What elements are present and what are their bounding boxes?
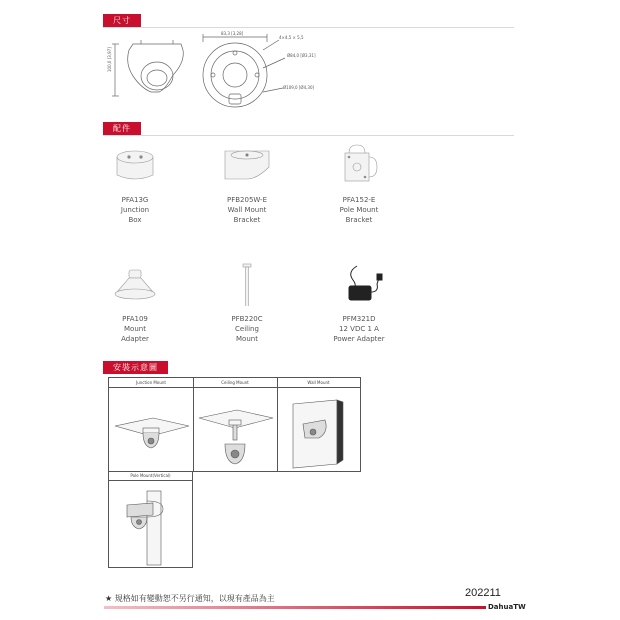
wall-mount-illustration	[277, 388, 361, 472]
ceiling-mount-illustration	[193, 388, 277, 472]
document-code: 202211	[465, 587, 501, 599]
section-label-accessories: 配件	[103, 122, 141, 135]
accessory-item	[202, 262, 292, 344]
installation-title: Pole Mount(Vertical)	[109, 471, 192, 481]
accessory-model: PFA152-E	[342, 196, 376, 204]
installation-grid	[108, 377, 361, 478]
wall-mount-icon	[207, 143, 287, 187]
brand-label: DahuaTW	[488, 603, 526, 611]
outer-diameter-label: Ø109,0 [Ø4,30]	[283, 85, 315, 90]
height-dimension-label: 100,0 [3,97]	[107, 47, 112, 72]
installation-title: Ceiling Mount	[193, 378, 277, 388]
accessory-item	[314, 262, 404, 344]
mount-adapter-icon	[95, 262, 175, 306]
holes-dimension-label: 4×4,5 × 5,5	[279, 35, 304, 40]
accessory-item	[314, 143, 404, 225]
pole-mount-icon	[319, 143, 399, 187]
installation-cell	[277, 378, 361, 472]
installation-cell	[108, 471, 193, 568]
footer-note: ★ 規格如有變動恕不另行通知，以現有產品為主	[105, 594, 275, 603]
junction-mount-illustration	[109, 388, 193, 472]
ceiling-rod-icon	[207, 262, 287, 306]
section-label-installation: 安裝示意圖	[103, 361, 168, 374]
accessory-desc: Ceiling	[235, 325, 259, 333]
dimension-drawing	[103, 30, 333, 120]
accessory-item	[202, 143, 292, 225]
accessory-desc: Bracket	[345, 216, 373, 224]
pole-mount-illustration	[109, 481, 193, 567]
accessory-desc: Bracket	[233, 216, 261, 224]
footer-bar	[104, 606, 486, 609]
accessory-desc: Power Adapter	[333, 335, 385, 343]
section-label-dimensions: 尺寸	[103, 14, 141, 27]
accessory-desc: Junction	[120, 206, 150, 214]
power-adapter-icon	[319, 262, 399, 306]
accessory-model: PFM321D	[342, 315, 376, 323]
installation-cell	[109, 378, 194, 472]
accessory-model: PFA13G	[121, 196, 149, 204]
accessory-model: PFB205W-E	[227, 196, 267, 204]
accessory-desc: Adapter	[121, 335, 149, 343]
section-divider	[103, 27, 514, 28]
accessory-desc: 12 VDC 1 A	[339, 325, 379, 333]
accessory-desc: Wall Mount	[227, 206, 267, 214]
accessory-desc: Box	[128, 216, 142, 224]
accessory-item	[90, 262, 180, 344]
accessory-desc: Pole Mount	[339, 206, 379, 214]
installation-cell	[193, 378, 278, 472]
installation-title: Wall Mount	[277, 378, 360, 388]
junction-box-icon	[95, 143, 175, 187]
camera-dimension-svg	[103, 30, 333, 120]
accessory-model: PFB220C	[231, 315, 263, 323]
inner-diameter-label: Ø84,0 [Ø3,31]	[287, 53, 316, 58]
section-divider	[103, 135, 514, 136]
accessory-item	[90, 143, 180, 225]
installation-title: Junction Mount	[109, 378, 193, 388]
accessory-model: PFA109	[122, 315, 148, 323]
accessory-desc: Mount	[236, 335, 258, 343]
width-dimension-label: 83,3 [3,28]	[221, 31, 244, 36]
accessory-desc: Mount	[124, 325, 146, 333]
